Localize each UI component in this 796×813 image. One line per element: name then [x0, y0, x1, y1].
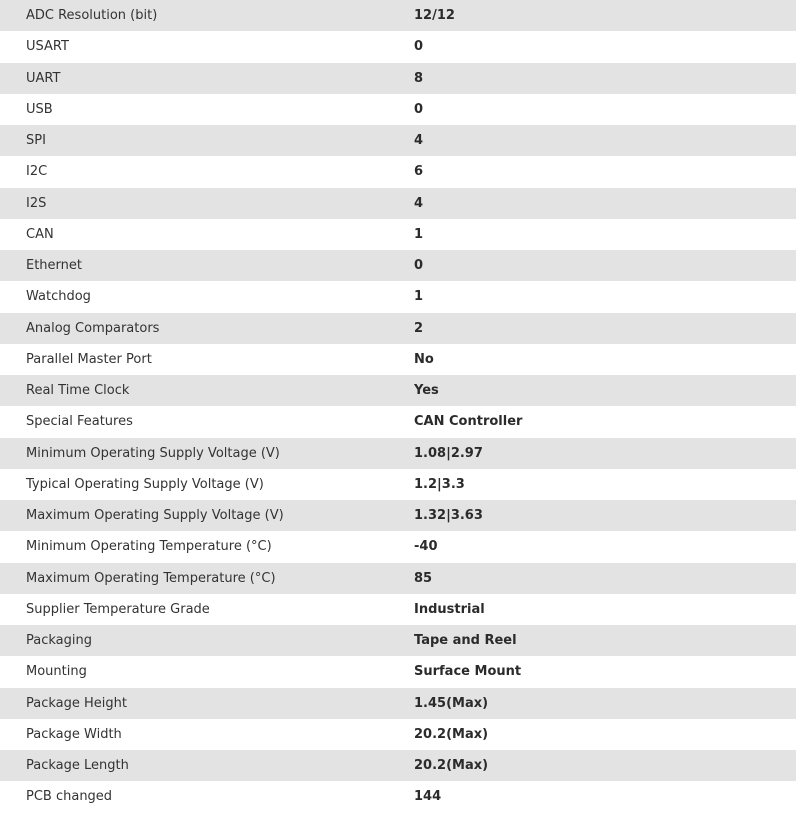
spec-row — [0, 281, 796, 312]
spec-row — [0, 94, 796, 125]
spec-row — [0, 656, 796, 687]
spec-row — [0, 188, 796, 219]
spec-value: 20.2(Max) — [414, 726, 489, 742]
spec-label: Minimum Operating Supply Voltage (V) — [26, 445, 280, 461]
spec-label: ADC Resolution (bit) — [26, 8, 158, 24]
spec-label: Package Height — [26, 695, 127, 711]
spec-row — [0, 563, 796, 594]
spec-row — [0, 469, 796, 500]
spec-label: Packaging — [26, 633, 92, 649]
spec-label: Special Features — [26, 414, 133, 430]
spec-value: Surface Mount — [414, 664, 522, 680]
spec-label: Real Time Clock — [26, 383, 130, 399]
spec-row — [0, 375, 796, 406]
spec-row — [0, 406, 796, 437]
spec-row — [0, 500, 796, 531]
spec-row — [0, 250, 796, 281]
spec-label: Watchdog — [26, 289, 91, 305]
spec-value: 8 — [414, 70, 424, 86]
spec-value: 2 — [414, 320, 424, 336]
spec-value: 0 — [414, 39, 424, 55]
spec-row — [0, 125, 796, 156]
spec-row — [0, 719, 796, 750]
spec-label: PCB changed — [26, 789, 113, 805]
spec-label: Package Width — [26, 726, 122, 742]
spec-label: Minimum Operating Temperature (°C) — [26, 539, 272, 555]
spec-value: 1.08|2.97 — [414, 445, 483, 461]
spec-value: 1 — [414, 226, 424, 242]
spec-label: SPI — [26, 133, 46, 149]
spec-value: 4 — [414, 133, 424, 149]
spec-label: Supplier Temperature Grade — [26, 601, 210, 617]
spec-label: USART — [26, 39, 69, 55]
spec-value: 1.2|3.3 — [414, 476, 465, 492]
spec-label: CAN — [26, 226, 54, 242]
spec-value: 1.32|3.63 — [414, 508, 483, 524]
spec-row — [0, 625, 796, 656]
spec-row — [0, 688, 796, 719]
spec-value: Yes — [414, 383, 439, 399]
spec-row — [0, 31, 796, 62]
spec-label: Maximum Operating Supply Voltage (V) — [26, 508, 284, 524]
spec-value: CAN Controller — [414, 414, 523, 430]
spec-value: 144 — [414, 789, 442, 805]
spec-value: 85 — [414, 570, 433, 586]
spec-value: 0 — [414, 258, 424, 274]
spec-value: 12/12 — [414, 8, 455, 24]
spec-label: I2S — [26, 195, 47, 211]
spec-value: 0 — [414, 101, 424, 117]
spec-row — [0, 750, 796, 781]
spec-label: I2C — [26, 164, 48, 180]
spec-value: Tape and Reel — [414, 633, 517, 649]
spec-row — [0, 531, 796, 562]
spec-value: 4 — [414, 195, 424, 211]
spec-row — [0, 156, 796, 187]
spec-value: 1 — [414, 289, 424, 305]
spec-row — [0, 438, 796, 469]
spec-row — [0, 344, 796, 375]
spec-row — [0, 781, 796, 812]
spec-label: Ethernet — [26, 258, 82, 274]
spec-value: No — [414, 351, 434, 367]
spec-label: USB — [26, 101, 53, 117]
spec-label: UART — [26, 70, 61, 86]
spec-label: Package Length — [26, 758, 129, 774]
spec-row — [0, 313, 796, 344]
spec-row — [0, 594, 796, 625]
spec-label: Parallel Master Port — [26, 351, 152, 367]
spec-label: Maximum Operating Temperature (°C) — [26, 570, 276, 586]
spec-row — [0, 0, 796, 31]
spec-value: 20.2(Max) — [414, 758, 489, 774]
spec-label: Mounting — [26, 664, 87, 680]
spec-label: Analog Comparators — [26, 320, 160, 336]
spec-label: Typical Operating Supply Voltage (V) — [26, 476, 264, 492]
spec-value: 1.45(Max) — [414, 695, 489, 711]
spec-row — [0, 63, 796, 94]
spec-value: -40 — [414, 539, 438, 555]
spec-row — [0, 219, 796, 250]
spec-value: Industrial — [414, 601, 485, 617]
spec-value: 6 — [414, 164, 424, 180]
